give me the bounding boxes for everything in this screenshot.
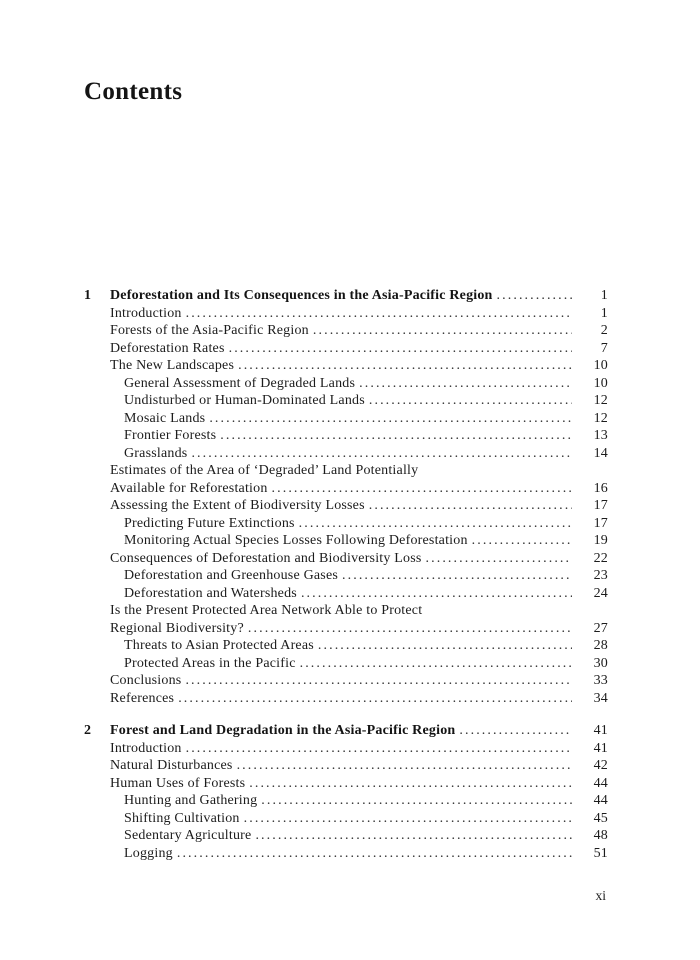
toc-entry: [84, 497, 608, 515]
leader-dots: [272, 480, 572, 498]
toc-entry-page-number: 14: [593, 445, 608, 461]
leader-dots: [229, 340, 572, 358]
toc-entry-page-number: 10: [593, 358, 608, 373]
leader-dots: [255, 827, 572, 845]
toc-entry-label: Sedentary Agriculture: [124, 828, 252, 843]
toc: [84, 287, 608, 862]
toc-entry: [84, 810, 608, 828]
toc-entry-page-number: 12: [593, 393, 608, 408]
toc-entry-label: References: [110, 690, 175, 706]
toc-entry: [84, 427, 608, 445]
toc-entry-page-number: 7: [600, 340, 608, 356]
toc-entry-label: General Assessment of Degraded Lands: [124, 375, 356, 391]
toc-chapter-heading: [84, 722, 608, 740]
toc-entry-label: Conclusions: [110, 673, 182, 688]
toc-entry: [84, 585, 608, 603]
toc-entry-page-number: 17: [593, 515, 608, 531]
toc-entry: [84, 322, 608, 340]
toc-entry-label: Natural Disturbances: [110, 758, 233, 773]
toc-entry-page-number: 23: [593, 568, 608, 583]
leader-dots: [220, 427, 572, 445]
leader-dots: [459, 722, 572, 740]
toc-entry-label: Is the Present Protected Area Network Able to Protect: [110, 603, 423, 618]
leader-dots: [244, 810, 572, 828]
toc-entry: [84, 462, 608, 480]
leader-dots: [359, 375, 572, 393]
leader-dots: [177, 845, 572, 863]
toc-entry: [84, 602, 608, 620]
leader-dots: [300, 655, 572, 673]
leader-dots: [191, 445, 572, 463]
toc-entry: [84, 480, 608, 498]
leader-dots: [178, 690, 572, 708]
toc-entry: [84, 792, 608, 810]
toc-chapter: [84, 287, 608, 707]
leader-dots: [301, 585, 572, 603]
toc-entry-label: Available for Reforestation: [110, 480, 268, 496]
toc-entry-page-number: 30: [593, 655, 608, 671]
leader-dots: [249, 775, 572, 793]
chapter-title: Forest and Land Degradation in the Asia-Pacific Region: [110, 723, 456, 738]
toc-entry-label: Shifting Cultivation: [124, 810, 240, 826]
toc-entry-page-number: 28: [593, 638, 608, 653]
toc-entry-label: Human Uses of Forests: [110, 775, 246, 791]
toc-entry: [84, 775, 608, 793]
toc-entry: [84, 845, 608, 863]
toc-entry-page-number: 44: [593, 775, 608, 791]
leader-dots: [248, 620, 572, 638]
toc-entry-page-number: 51: [593, 845, 608, 861]
toc-entry-page-number: 44: [593, 793, 608, 808]
chapter-page-number: 1: [600, 288, 608, 303]
toc-entry-label: Introduction: [110, 740, 182, 756]
toc-entry-page-number: 17: [593, 498, 608, 513]
chapter-number: 2: [84, 723, 92, 738]
toc-entry-label: Consequences of Deforestation and Biodiversity Loss: [110, 550, 422, 566]
toc-entry-page-number: 12: [593, 410, 608, 426]
toc-entry-page-number: 16: [593, 480, 608, 496]
toc-entry-page-number: 41: [593, 740, 608, 756]
leader-dots: [299, 515, 572, 533]
toc-entry-page-number: 19: [593, 533, 608, 548]
toc-entry: [84, 672, 608, 690]
toc-entry: [84, 655, 608, 673]
toc-entry: [84, 305, 608, 323]
toc-entry-label: The New Landscapes: [110, 358, 235, 373]
toc-entry-page-number: 24: [593, 585, 608, 601]
toc-entry-page-number: 34: [593, 690, 608, 706]
leader-dots: [185, 672, 572, 690]
toc-entry-label: Deforestation and Greenhouse Gases: [124, 568, 339, 583]
toc-entry: [84, 340, 608, 358]
toc-entry: [84, 690, 608, 708]
toc-entry: [84, 550, 608, 568]
toc-entry: [84, 532, 608, 550]
toc-entry: [84, 375, 608, 393]
toc-entry-label: Frontier Forests: [124, 428, 217, 443]
toc-entry: [84, 515, 608, 533]
toc-entry-label: Deforestation and Watersheds: [124, 585, 297, 601]
toc-chapter: [84, 722, 608, 862]
toc-entry: [84, 445, 608, 463]
leader-dots: [497, 287, 572, 305]
toc-entry-label: Introduction: [110, 305, 182, 321]
toc-entry: [84, 637, 608, 655]
toc-entry: [84, 827, 608, 845]
toc-entry-page-number: 42: [593, 758, 608, 773]
toc-entry-page-number: 1: [600, 305, 608, 321]
leader-dots: [318, 637, 572, 655]
leader-dots: [261, 792, 572, 810]
toc-entry-label: Forests of the Asia-Pacific Region: [110, 323, 309, 338]
toc-entry-page-number: 22: [593, 550, 608, 566]
toc-chapter-heading: [84, 287, 608, 305]
toc-entry-label: Deforestation Rates: [110, 340, 225, 356]
leader-dots: [342, 567, 572, 585]
leader-dots: [238, 357, 572, 375]
page-title: Contents: [84, 78, 183, 105]
toc-entry-page-number: 48: [593, 828, 608, 843]
toc-entry-label: Threats to Asian Protected Areas: [124, 638, 314, 653]
leader-dots: [313, 322, 572, 340]
footer-page-number: xi: [595, 888, 606, 903]
toc-entry-page-number: 45: [593, 810, 608, 826]
leader-dots: [426, 550, 572, 568]
toc-entry: [84, 567, 608, 585]
toc-entry-page-number: 13: [593, 428, 608, 443]
toc-entry: [84, 740, 608, 758]
toc-entry-page-number: 10: [593, 375, 608, 391]
leader-dots: [209, 410, 572, 428]
toc-entry-label: Mosaic Lands: [124, 410, 206, 426]
toc-entry-label: Protected Areas in the Pacific: [124, 655, 296, 671]
toc-entry-page-number: 2: [600, 323, 608, 338]
leader-dots: [186, 305, 572, 323]
toc-entry-label: Hunting and Gathering: [124, 793, 258, 808]
leader-dots: [237, 757, 572, 775]
toc-entry: [84, 757, 608, 775]
toc-entry-page-number: 27: [593, 620, 608, 636]
leader-dots: [369, 497, 572, 515]
toc-entry-label: Grasslands: [124, 445, 188, 461]
toc-entry-label: Undisturbed or Human-Dominated Lands: [124, 393, 365, 408]
leader-dots: [369, 392, 572, 410]
toc-entry-label: Regional Biodiversity?: [110, 620, 244, 636]
toc-entry-label: Predicting Future Extinctions: [124, 515, 295, 531]
toc-entry: [84, 392, 608, 410]
toc-entry-label: Estimates of the Area of ‘Degraded’ Land Potentially: [110, 463, 419, 478]
toc-entry-label: Assessing the Extent of Biodiversity Losses: [110, 498, 365, 513]
leader-dots: [186, 740, 572, 758]
toc-entry-label: Monitoring Actual Species Losses Following Deforestation: [124, 533, 468, 548]
toc-entry-label: Logging: [124, 845, 173, 861]
toc-entry-page-number: 33: [593, 673, 608, 688]
toc-entry: [84, 620, 608, 638]
chapter-page-number: 41: [593, 723, 608, 738]
chapter-title: Deforestation and Its Consequences in the Asia-Pacific Region: [110, 288, 493, 303]
toc-entry: [84, 410, 608, 428]
leader-dots: [472, 532, 572, 550]
chapter-number: 1: [84, 288, 92, 303]
toc-entry: [84, 357, 608, 375]
